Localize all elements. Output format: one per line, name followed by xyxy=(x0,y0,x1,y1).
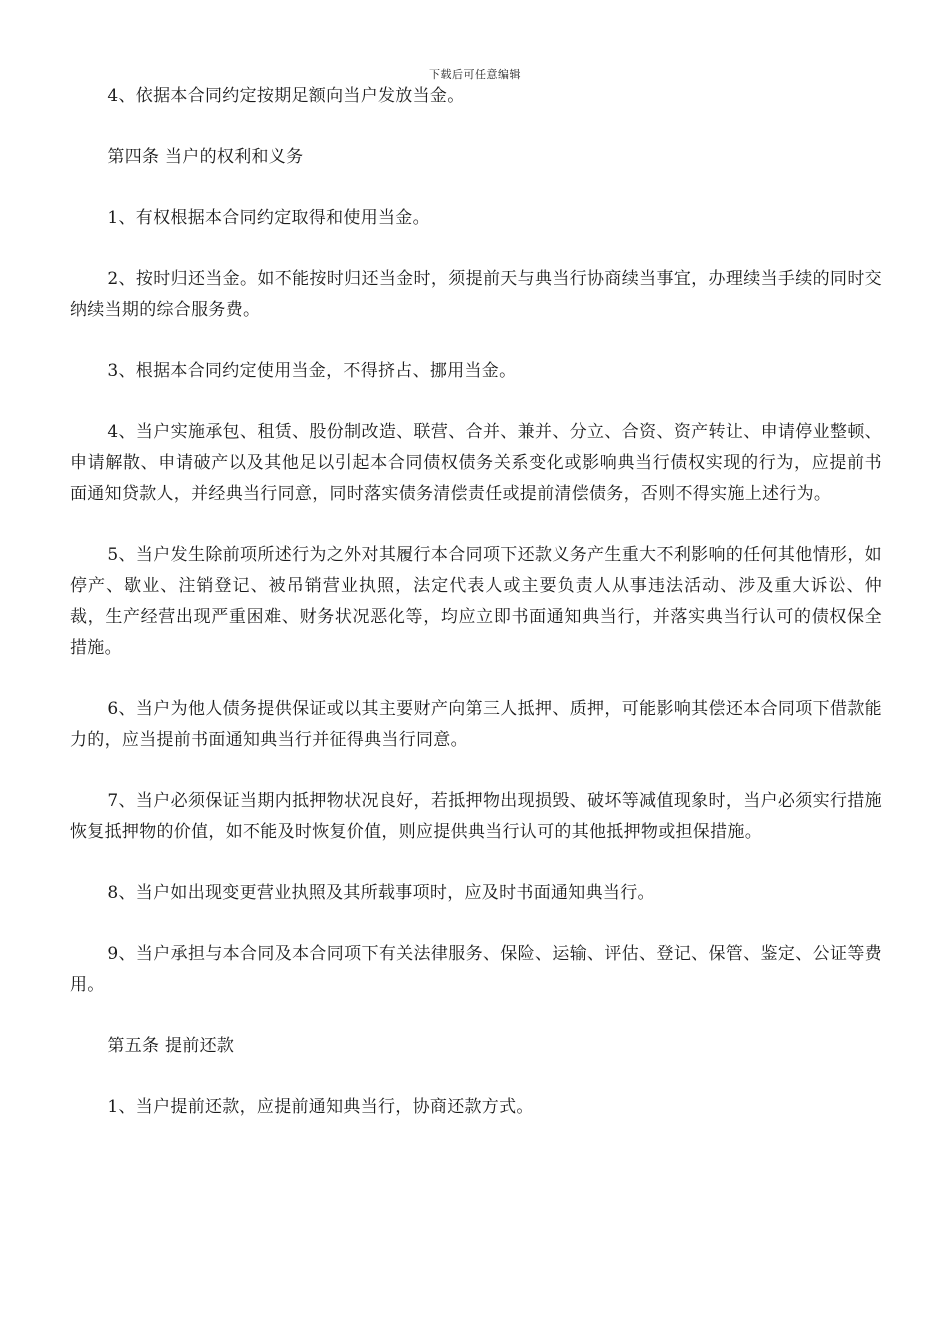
article-4-heading: 第四条 当户的权利和义务 xyxy=(107,147,304,167)
document-body xyxy=(70,81,882,1153)
paragraph-item-4-lender: 4、依据本合同约定按期足额向当户发放当金。 xyxy=(107,86,465,106)
paragraph-clause-8: 8、当户如出现变更营业执照及其所载事项时，应及时书面通知典当行。 xyxy=(107,883,655,903)
paragraph-prepayment-1: 1、当户提前还款，应提前通知典当行，协商还款方式。 xyxy=(107,1097,534,1117)
paragraph-clause-7: 7、当户必须保证当期内抵押物状况良好，若抵押物出现损毁、破坏等减值现象时，当户必须实行措施恢复抵押物的价值，如不能及时恢复价值，则应提供典当行认可的其他抵押物或担保措施。 xyxy=(70,791,882,842)
header-note: 下载后可任意编辑 xyxy=(429,68,521,81)
paragraph-clause-4: 4、当户实施承包、租赁、股份制改造、联营、合并、兼并、分立、合资、资产转让、申请停业整顿、申请解散、申请破产以及其他足以引起本合同债权债务关系变化或影响典当行债权实现的行为，应提前书面通知贷款人，并经典当行同意，同时落实债务清偿责任或提前清偿债务，否则不得实施上述行为。 xyxy=(70,422,882,504)
paragraph-clause-5: 5、当户发生除前项所述行为之外对其履行本合同项下还款义务产生重大不利影响的任何其他情形，如停产、歇业、注销登记、被吊销营业执照，法定代表人或主要负责人从事违法活动、涉及重大诉讼、仲裁，生产经营出现严重困难、财务状况恶化等，均应立即书面通知典当行，并落实典当行认可的债权保全措施。 xyxy=(70,545,882,658)
article-5-heading: 第五条 提前还款 xyxy=(107,1036,235,1056)
paragraph-clause-3: 3、根据本合同约定使用当金，不得挤占、挪用当金。 xyxy=(107,361,517,381)
paragraph-clause-9: 9、当户承担与本合同及本合同项下有关法律服务、保险、运输、评估、登记、保管、鉴定、公证等费用。 xyxy=(70,944,882,995)
paragraph-clause-1: 1、有权根据本合同约定取得和使用当金。 xyxy=(107,208,430,228)
paragraph-clause-2: 2、按时归还当金。如不能按时归还当金时，须提前天与典当行协商续当事宜，办理续当手续的同时交纳续当期的综合服务费。 xyxy=(70,269,882,320)
paragraph-clause-6: 6、当户为他人债务提供保证或以其主要财产向第三人抵押、质押，可能影响其偿还本合同项下借款能力的，应当提前书面通知典当行并征得典当行同意。 xyxy=(70,699,882,750)
